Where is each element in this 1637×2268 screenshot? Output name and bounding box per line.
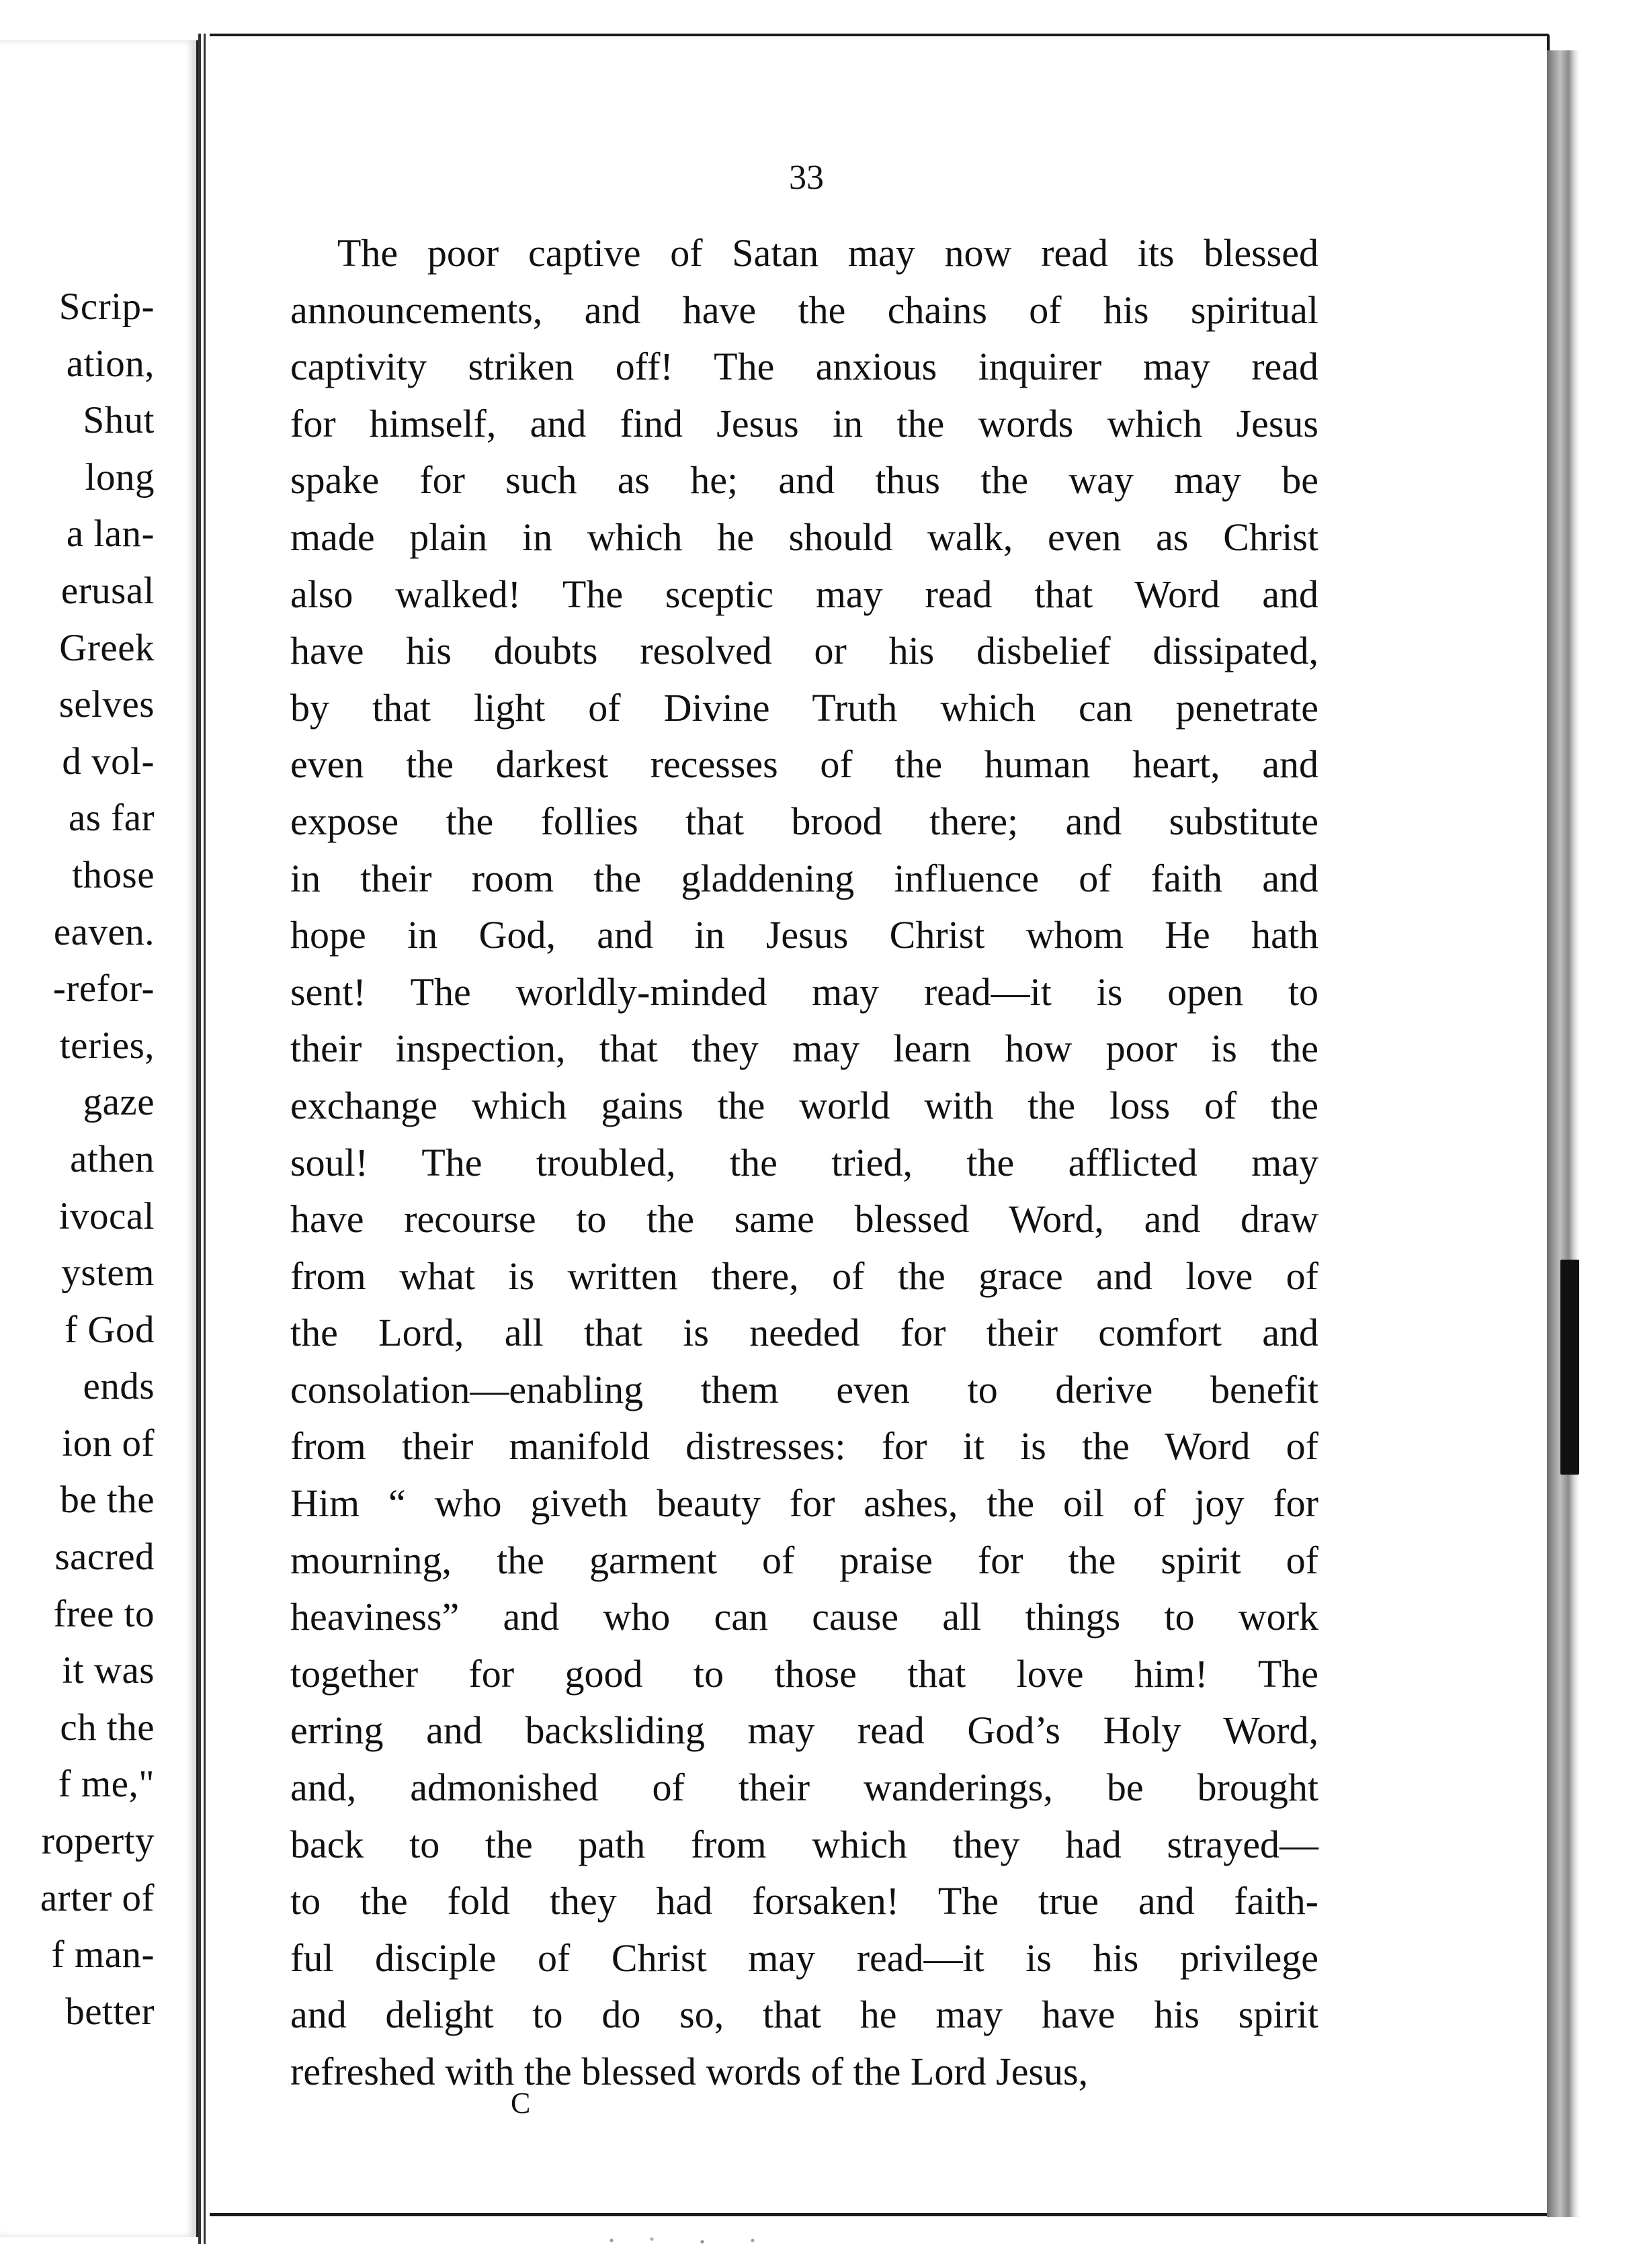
left-page-fragment-line: selves: [58, 683, 155, 726]
left-page-fragment-line: better: [65, 1990, 155, 2033]
left-page-fragment-line: ivocal: [58, 1194, 155, 1237]
left-page-fragment-line: sacred: [54, 1536, 155, 1579]
left-page-fragment-line: as far: [69, 797, 155, 840]
left-page-text-fragments: [0, 279, 155, 2040]
page-edge-shadow: [1547, 50, 1579, 2217]
body-text-line: heaviness” and who can cause all things to work: [290, 1595, 1318, 1639]
left-page-fragment-line: Shut: [83, 399, 155, 442]
left-page-fragment-line: Greek: [59, 626, 155, 669]
body-text-line: captivity striken off! The anxious inquirer may read: [290, 345, 1318, 389]
body-text-line: expose the follies that brood there; and substitute: [290, 799, 1318, 843]
body-text-line: made plain in which he should walk, even as Christ: [290, 515, 1318, 559]
body-text-line: the Lord, all that is needed for their comfort and: [290, 1311, 1318, 1355]
left-page-fragment-line: be the: [60, 1479, 155, 1522]
body-text-line: to the fold they had forsaken! The true and faith-: [290, 1879, 1318, 1923]
body-text-line: The poor captive of Satan may now read its blessed: [337, 231, 1318, 275]
body-text-line: and, admonished of their wanderings, be brought: [290, 1765, 1318, 1810]
body-text-line: from what is written there, of the grace and love of: [290, 1254, 1318, 1298]
body-text-line: ful disciple of Christ may read—it is his privilege: [290, 1935, 1318, 1980]
left-page-fragment-line: f God: [65, 1308, 155, 1351]
page-body-text: [290, 225, 1318, 2101]
body-text-line: their inspection, that they may learn how poor is the: [290, 1027, 1318, 1071]
left-page-fragment-line: f me,": [58, 1763, 155, 1806]
left-page-fragment-line: it was: [62, 1649, 155, 1692]
left-page-fragment-line: long: [85, 455, 155, 498]
left-page-fragment-line: teries,: [59, 1024, 155, 1067]
left-page-fragment-line: erusal: [60, 569, 155, 612]
left-page-fragment-line: Scrip-: [58, 286, 155, 328]
body-text-line: mourning, the garment of praise for the spirit of: [290, 1538, 1318, 1582]
body-text-line: have his doubts resolved or his disbelief dissipated,: [290, 629, 1318, 673]
body-text-line: and delight to do so, that he may have his spirit: [290, 1993, 1318, 2037]
body-text-line: for himself, and find Jesus in the words which Jesus: [290, 401, 1318, 445]
book-gutter: [198, 34, 208, 2244]
left-page-fragment-line: -refor-: [52, 967, 155, 1010]
body-text-line: refreshed with the blessed words of the Lord Jesus,: [290, 2050, 1089, 2093]
body-text-line: from their manifold distresses: for it is the Word of: [290, 1424, 1318, 1469]
body-text-line: announcements, and have the chains of his spiritual: [290, 288, 1318, 332]
left-page-fragment-line: ation,: [66, 342, 155, 385]
body-text-line: in their room the gladdening influence of faith and: [290, 856, 1318, 900]
body-text-line: together for good to those that love him! The: [290, 1651, 1318, 1696]
left-facing-page: [0, 40, 200, 2237]
left-page-fragment-line: those: [72, 853, 155, 896]
left-page-fragment-line: eaven.: [53, 910, 155, 953]
page-number: 33: [789, 159, 824, 197]
page-edge-clip: [1560, 1260, 1579, 1475]
body-text-line: sent! The worldly-minded may read—it is open to: [290, 969, 1318, 1014]
body-text-line: by that light of Divine Truth which can penetrate: [290, 685, 1318, 730]
left-page-fragment-line: a lan-: [66, 513, 155, 556]
left-page-fragment-line: free to: [53, 1592, 155, 1635]
left-page-fragment-line: athen: [70, 1137, 155, 1180]
body-text-line: soul! The troubled, the tried, the afflicted may: [290, 1140, 1318, 1184]
body-text-line: consolation—enabling them even to derive benefit: [290, 1367, 1318, 1411]
signature-mark: C: [511, 2087, 531, 2120]
body-text-line: Him “ who giveth beauty for ashes, the oil of joy for: [290, 1481, 1318, 1526]
body-text-line: hope in God, and in Jesus Christ whom He hath: [290, 913, 1318, 957]
body-text-line: erring and backsliding may read God’s Holy Word,: [290, 1708, 1318, 1753]
body-text-line: exchange which gains the world with the loss of the: [290, 1083, 1318, 1127]
left-page-fragment-line: ends: [83, 1365, 155, 1408]
left-page-fragment-line: f man-: [51, 1933, 155, 1976]
left-page-fragment-line: d vol-: [62, 740, 155, 783]
left-page-fragment-line: ystem: [61, 1252, 155, 1295]
left-page-fragment-line: roperty: [41, 1820, 155, 1863]
body-text-line: also walked! The sceptic may read that Word and: [290, 572, 1318, 616]
left-page-fragment-line: arter of: [40, 1876, 155, 1919]
body-text-line: back to the path from which they had strayed—: [290, 1822, 1318, 1866]
body-text-line: have recourse to the same blessed Word, and draw: [290, 1197, 1318, 1241]
left-page-fragment-line: ch the: [60, 1706, 155, 1749]
body-text-line: even the darkest recesses of the human heart, and: [290, 742, 1318, 787]
left-page-fragment-line: ion of: [62, 1422, 155, 1465]
left-page-fragment-line: gaze: [83, 1081, 155, 1124]
scan-specks: [591, 2234, 793, 2247]
body-text-line: spake for such as he; and thus the way may be: [290, 458, 1318, 503]
